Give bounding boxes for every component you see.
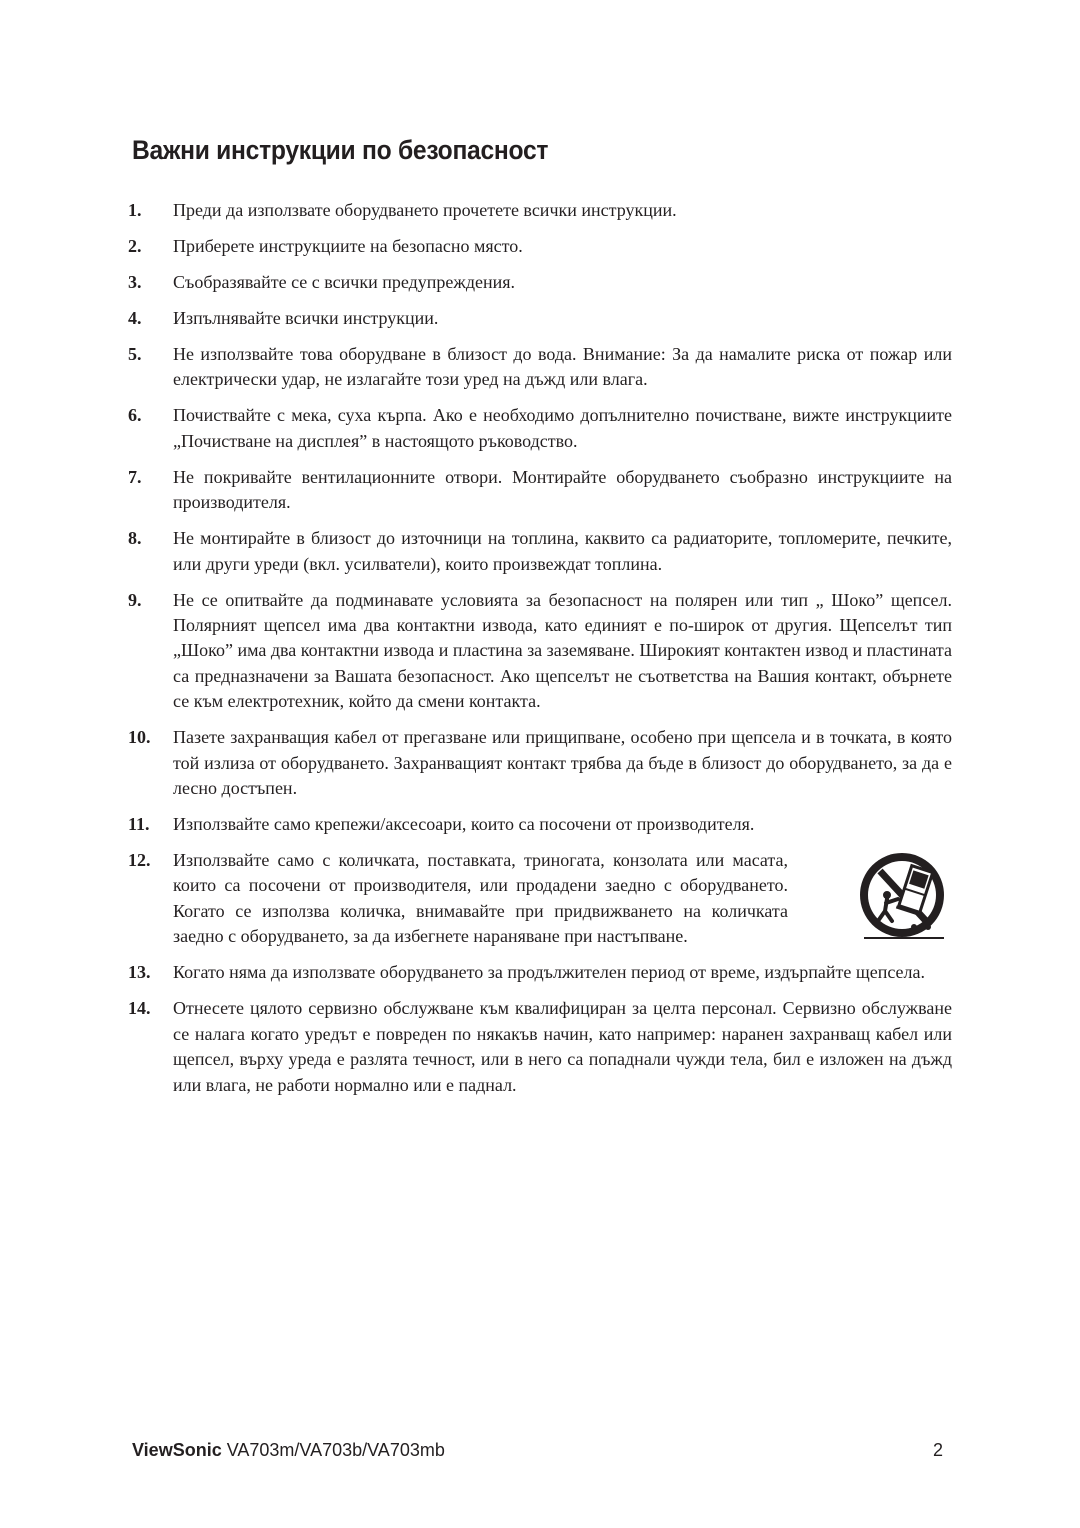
item-text: Преди да използвате оборудването прочетете всички инструкции. <box>173 200 677 220</box>
item-text: Пазете захранващия кабел от прегазване или прищипване, особено при щепсела и в точката, в която той излиза от оборудването. Захранващият контакт трябва да бъде в близост до оборудването, за да е лесно достъпен. <box>173 727 952 799</box>
item-number: 13. <box>128 962 151 983</box>
item-text: Когато няма да използвате оборудването за продължителен период от време, издърпайте щепсела. <box>173 962 926 983</box>
footer-model: VA703m/VA703b/VA703mb <box>226 1440 445 1460</box>
item-text: Не използвайте това оборудване в близост до вода. Внимание: За да намалите риска от пожар или електрически удар, не излагайте този уред на дъжд или влага. <box>173 344 952 390</box>
list-item <box>128 198 952 223</box>
list-item <box>128 725 952 801</box>
item-number: 11. <box>128 814 150 835</box>
item-text: Използвайте само крепежи/аксесоари, които са посочени от производителя. <box>173 814 755 835</box>
safety-instructions-list <box>128 198 952 1109</box>
item-number: 2. <box>128 236 142 256</box>
item-text: Не покривайте вентилационните отвори. Монтирайте оборудването съобразно инструкциите на производителя. <box>173 466 952 513</box>
list-item <box>128 270 952 295</box>
page-title: Важни инструкции по безопасност <box>132 135 549 165</box>
list-item <box>128 588 952 715</box>
list-item <box>128 996 952 1098</box>
footer-product-label <box>132 1438 445 1462</box>
item-text: Приберете инструкциите на безопасно място. <box>173 236 523 256</box>
list-item <box>128 812 952 837</box>
item-number: 4. <box>128 308 142 328</box>
item-text: Отнесете цялото сервизно обслужване към квалифициран за целта персонал. Сервизно обслужване се налага когато уредът е повреден по някакъв начин, като например: наранен захранващ кабел или щепсел, върху уреда е разлята течност, или в него са попаднали чужди тела, бил е изложен на дъжд или влага, не работи нормално или е паднал. <box>173 998 952 1095</box>
list-item <box>128 306 952 331</box>
item-number: 8. <box>128 528 142 549</box>
item-number: 3. <box>128 272 142 292</box>
list-item <box>128 403 952 454</box>
item-number: 14. <box>128 998 151 1019</box>
list-item <box>128 848 952 950</box>
item-text: Изпълнявайте всички инструкции. <box>173 308 439 328</box>
list-item <box>128 526 952 577</box>
cart-tip-over-warning-icon <box>852 851 952 943</box>
item-number: 5. <box>128 344 142 364</box>
list-item <box>128 234 952 259</box>
item-text: Почиствайте с мека, суха кърпа. Ако е необходимо допълнително почистване, вижте инструкциите „Почистване на дисплея” в настоящото ръководство. <box>173 405 952 451</box>
item-text: Не монтирайте в близост до източници на топлина, каквито са радиаторите, топломерите, печките, или други уреди (вкл. усилватели), които произвеждат топлина. <box>173 528 952 574</box>
item-number: 1. <box>128 200 142 220</box>
item-number: 6. <box>128 405 142 426</box>
footer-brand: ViewSonic <box>132 1440 222 1460</box>
list-item <box>128 465 952 516</box>
item-number: 12. <box>128 850 151 871</box>
item-text: Не се опитвайте да подминавате условията за безопасност на полярен или тип „ Шоко” щепсел. Полярният щепсел има два контактни извода, като единият е по-широк от другия. Щепселът тип „Шоко” има два контактни извода и пластина за заземяване. Широкият контактен извод и пластината са предназначени за Вашата безопасност. Ако щепселът не съответства на Вашия контакт, обърнете се към електротехник, който да смени контакта. <box>173 589 952 712</box>
list-item <box>128 342 952 393</box>
item-number: 9. <box>128 589 142 610</box>
item-number: 7. <box>128 466 142 487</box>
list-item <box>128 960 952 985</box>
page-number: 2 <box>932 1440 943 1460</box>
item-number: 10. <box>128 727 151 748</box>
item-text: Съобразявайте се с всички предупреждения. <box>173 272 516 292</box>
item-text: Използвайте само с количката, поставката, триногата, конзолата или масата, които са посочени от производителя, или продадени заедно с оборудването. Когато се използва количка, внимавайте при придвижването на количката заедно с оборудването, за да избегнете нараняване при настъпване. <box>173 850 788 947</box>
